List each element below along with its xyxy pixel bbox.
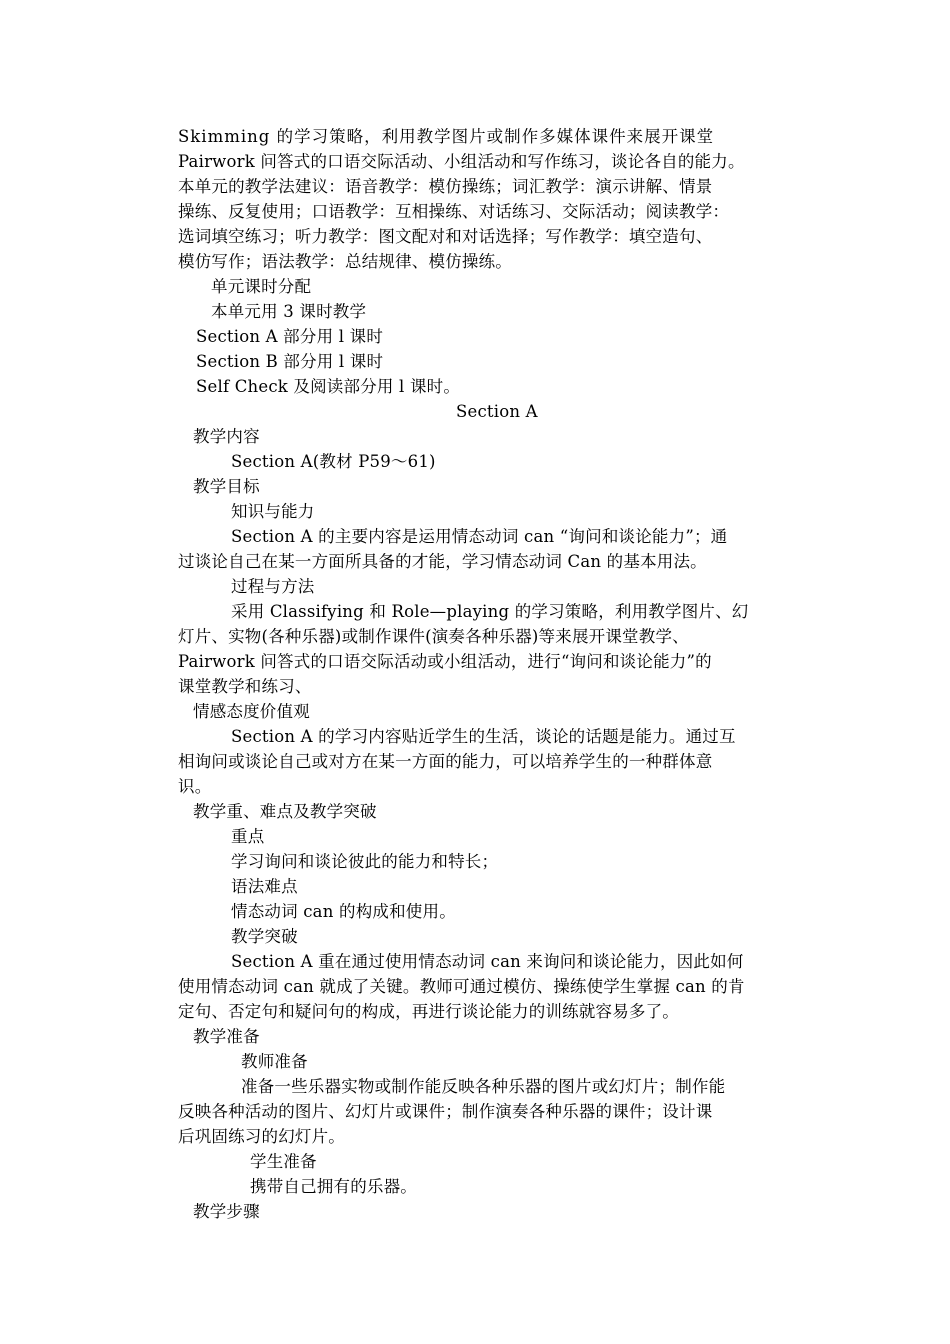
values-heading: 情感态度价值观 bbox=[193, 702, 310, 721]
key-points-heading: 教学重、难点及教学突破 bbox=[193, 802, 377, 821]
intro-line-4: 操练、反复使用；口语教学：互相操练、对话练习、交际活动；阅读教学： bbox=[178, 202, 730, 221]
breakthrough-line-3: 定句、否定句和疑问句的构成，再进行谈论能力的训练就容易多了。 bbox=[178, 1002, 679, 1021]
intro-line-2: Pairwork 问答式的口语交际活动、小组活动和写作练习，谈论各自的能力。 bbox=[178, 152, 745, 171]
allocation-self-check: Self Check 及阅读部分用 l 课时。 bbox=[196, 377, 461, 396]
intro-line-5: 选词填空练习；听力教学：图文配对和对话选择；写作教学：填空造句、 bbox=[178, 227, 713, 246]
allocation-heading: 单元课时分配 bbox=[211, 277, 312, 296]
breakthrough-heading: 教学突破 bbox=[231, 927, 298, 946]
process-line-4: 课堂教学和练习、 bbox=[178, 677, 312, 696]
process-line-3: Pairwork 问答式的口语交际活动或小组活动，进行“询问和谈论能力”的 bbox=[178, 652, 712, 671]
student-prep-heading: 学生准备 bbox=[250, 1152, 317, 1171]
steps-heading: 教学步骤 bbox=[193, 1202, 260, 1221]
grammar-heading: 语法难点 bbox=[231, 877, 298, 896]
focus-text: 学习询问和谈论彼此的能力和特长； bbox=[231, 852, 499, 871]
knowledge-line-2: 过谈论自己在某一方面所具备的才能，学习情态动词 Can 的基本用法。 bbox=[178, 552, 707, 571]
section-title: Section A bbox=[456, 402, 538, 421]
teacher-prep-line-2: 反映各种活动的图片、幻灯片或课件；制作演奏各种乐器的课件；设计课 bbox=[178, 1102, 713, 1121]
allocation-total: 本单元用 3 课时教学 bbox=[211, 302, 367, 321]
content-text: Section A(教材 P59～61) bbox=[231, 452, 436, 471]
allocation-section-a: Section A 部分用 l 课时 bbox=[196, 327, 384, 346]
process-heading: 过程与方法 bbox=[231, 577, 315, 596]
student-prep-text: 携带自己拥有的乐器。 bbox=[250, 1177, 417, 1196]
allocation-section-b: Section B 部分用 l 课时 bbox=[196, 352, 384, 371]
process-line-2: 灯片、实物(各种乐器)或制作课件(演奏各种乐器)等来展开课堂教学、 bbox=[178, 627, 689, 646]
goals-heading: 教学目标 bbox=[193, 477, 260, 496]
knowledge-heading: 知识与能力 bbox=[231, 502, 315, 521]
prep-heading: 教学准备 bbox=[193, 1027, 260, 1046]
teacher-prep-line-1: 准备一些乐器实物或制作能反映各种乐器的图片或幻灯片；制作能 bbox=[241, 1077, 726, 1096]
focus-heading: 重点 bbox=[231, 827, 265, 846]
content-heading: 教学内容 bbox=[193, 427, 260, 446]
intro-line-6: 模仿写作；语法教学：总结规律、模仿操练。 bbox=[178, 252, 512, 271]
intro-line-1: Skimming 的学习策略，利用教学图片或制作多媒体课件来展开课堂 bbox=[178, 127, 715, 146]
breakthrough-line-2: 使用情态动词 can 就成了关键。教师可通过模仿、操练使学生掌握 can 的肯 bbox=[178, 977, 745, 996]
values-line-3: 识。 bbox=[178, 777, 212, 796]
teacher-prep-line-3: 后巩固练习的幻灯片。 bbox=[178, 1127, 345, 1146]
breakthrough-line-1: Section A 重在通过使用情态动词 can 来询问和谈论能力，因此如何 bbox=[231, 952, 744, 971]
values-line-2: 相询问或谈论自己或对方在某一方面的能力，可以培养学生的一种群体意 bbox=[178, 752, 713, 771]
knowledge-line-1: Section A 的主要内容是运用情态动词 can “询问和谈论能力”；通 bbox=[231, 527, 728, 546]
grammar-text: 情态动词 can 的构成和使用。 bbox=[231, 902, 456, 921]
intro-line-3: 本单元的教学法建议：语音教学：模仿操练；词汇教学：演示讲解、情景 bbox=[178, 177, 713, 196]
process-line-1: 采用 Classifying 和 Role—playing 的学习策略，利用教学图片、幻 bbox=[231, 602, 749, 621]
values-line-1: Section A 的学习内容贴近学生的生活，谈论的话题是能力。通过互 bbox=[231, 727, 736, 746]
teacher-prep-heading: 教师准备 bbox=[241, 1052, 308, 1071]
